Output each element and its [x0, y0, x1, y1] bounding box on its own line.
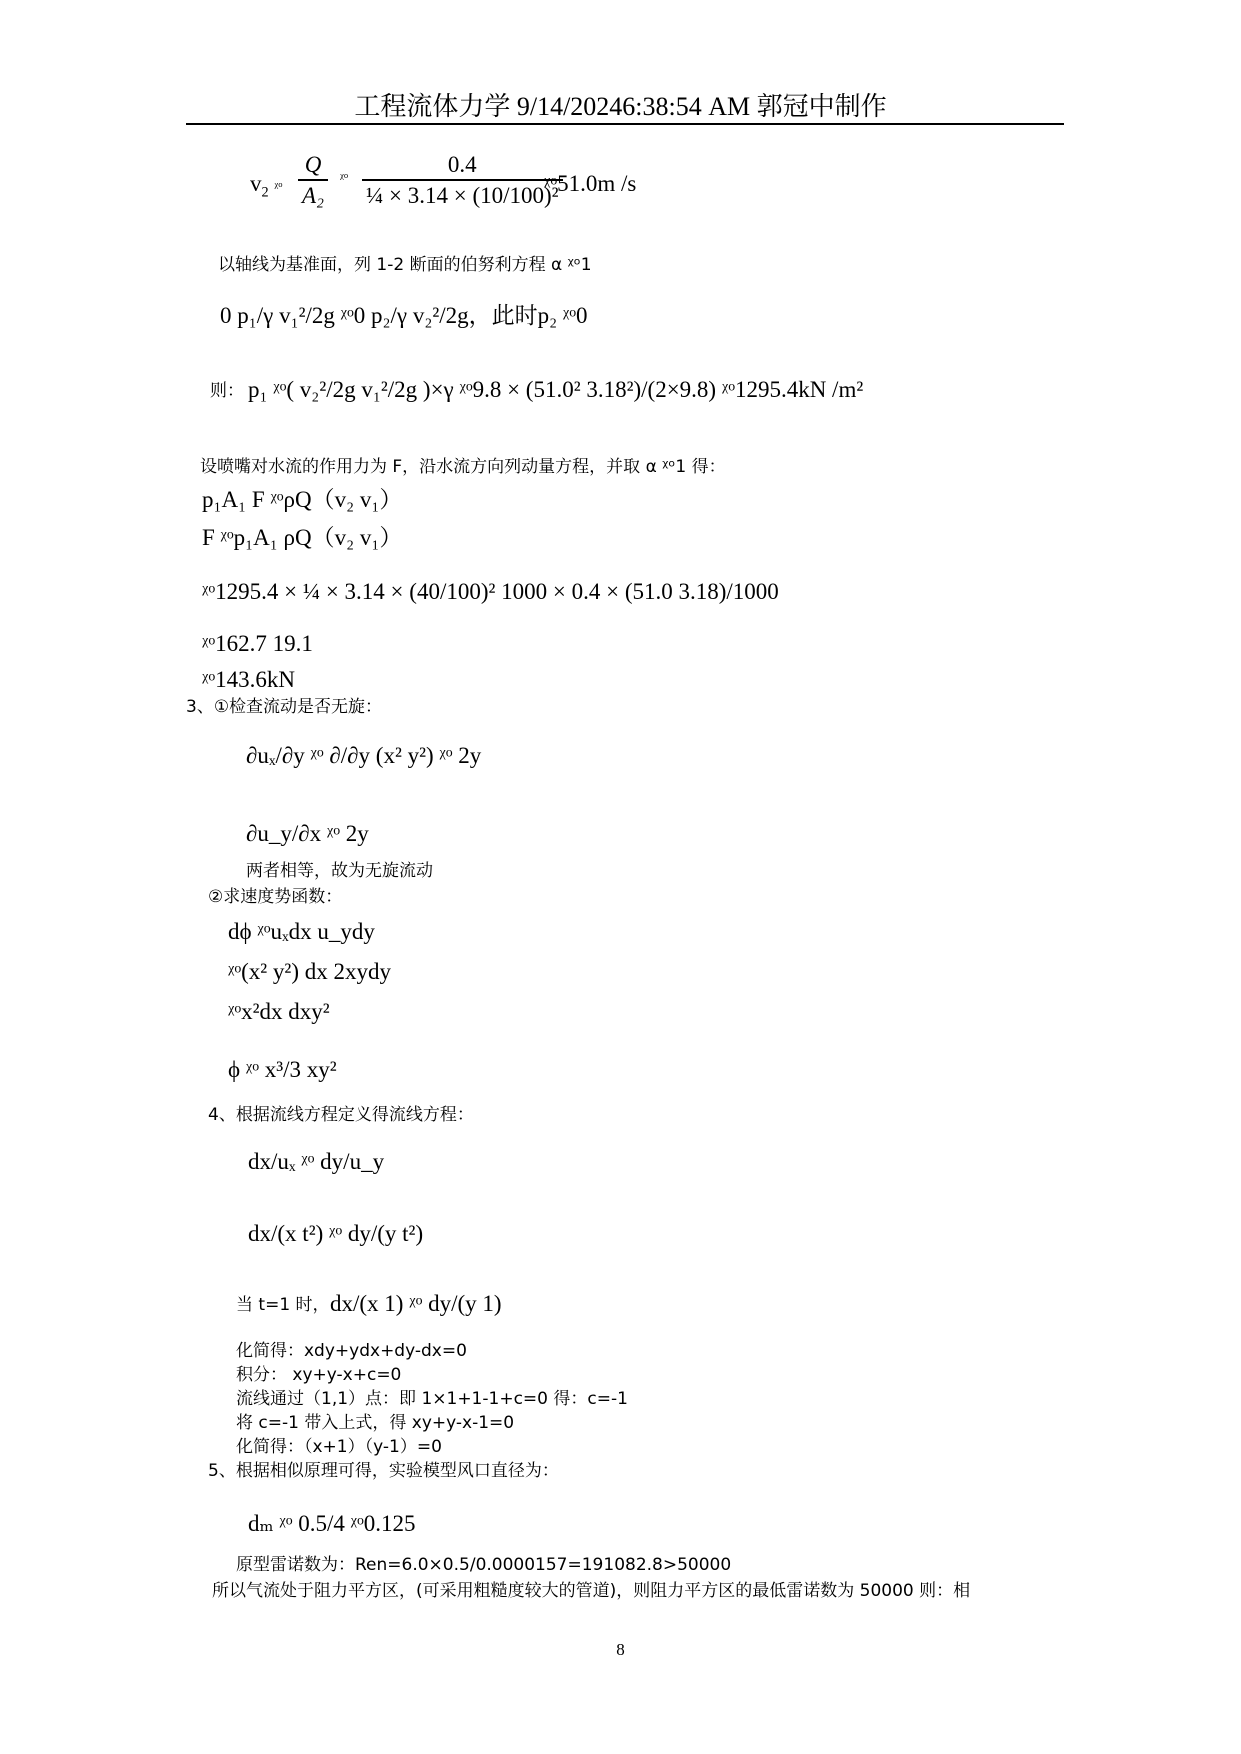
momentum-eq-1: p₁A₁ F ᵡᵒρQ（v₂ v₁） — [202, 487, 403, 512]
q4-line-5: 化简得：（x+1）（y-1）=0 — [236, 1437, 442, 1457]
momentum-eq-4: ᵡᵒ162.7 19.1 — [202, 631, 313, 656]
q4-eq-2: dx/(x t²) ᵡᵒ dy/(y t²) — [248, 1221, 424, 1246]
v2-rhs: ᵡᵒ51.0m /s — [544, 171, 637, 196]
p1-equation: p₁ ᵡᵒ( v₂²/2g v₁²/2g )×γ ᵡᵒ9.8 × (51.0² 3.18²)/(2×9.8) ᵡᵒ1295.4kN /m² — [248, 377, 864, 402]
q5-eq: dₘ ᵡᵒ 0.5/4 ᵡᵒ0.125 — [248, 1511, 416, 1536]
bernoulli-equation: 0 p₁/γ v₁²/2g ᵡᵒ0 p₂/γ v₂²/2g，此时p₂ ᵡᵒ0 — [220, 303, 588, 328]
momentum-intro: 设喷嘴对水流的作用力为 F，沿水流方向列动量方程，并取 α ᵡᵒ1 得： — [200, 457, 726, 477]
momentum-eq-5: ᵡᵒ143.6kN — [202, 667, 295, 692]
momentum-eq-2: F ᵡᵒp₁A₁ ρQ（v₂ v₁） — [202, 525, 403, 550]
then-label: 则： — [210, 381, 244, 401]
momentum-eq-3: ᵡᵒ1295.4 × ¼ × 3.14 × (40/100)² 1000 × 0.4 × (51.0 3.18)/1000 — [202, 579, 779, 604]
q3-eq-5: ᵡᵒx²dx dxy² — [228, 999, 330, 1024]
q3-eq-3: dϕ ᵡᵒuₓdx u_ydy — [228, 919, 375, 944]
q3-text-2: ②求速度势函数： — [208, 887, 343, 907]
v2-frac1: Q A₂ — [298, 152, 328, 208]
q4-line-1: 化简得：xdy+ydx+dy-dx=0 — [236, 1341, 467, 1361]
header-rule — [186, 123, 1064, 125]
q3-eq-2: ∂u_y/∂x ᵡᵒ 2y — [246, 821, 369, 846]
q4-line-3: 流线通过（1,1）点：即 1×1+1-1+c=0 得：c=-1 — [236, 1389, 628, 1409]
q3-eq-4: ᵡᵒ(x² y²) dx 2xydy — [228, 959, 391, 984]
q4-line-2: 积分： xy+y-x+c=0 — [236, 1365, 402, 1385]
page-number: 8 — [616, 1640, 625, 1659]
q5-title: 5、根据相似原理可得，实验模型风口直径为： — [208, 1461, 559, 1481]
bernoulli-intro: 以轴线为基准面，列 1-2 断面的伯努利方程 α ᵡᵒ1 — [218, 255, 592, 275]
q3-eq-6: ϕ ᵡᵒ x³/3 xy² — [228, 1057, 337, 1082]
q4-title: 4、根据流线方程定义得流线方程： — [208, 1105, 474, 1125]
q4-eq-3-label: 当 t=1 时， — [236, 1295, 330, 1315]
q3-title: 3、①检查流动是否无旋： — [186, 697, 383, 717]
v2-lhs: $v_2$ ᵡᵒ — [250, 171, 283, 201]
q5-line-1: 原型雷诺数为：Ren=6.0×0.5/0.0000157=191082.8>50000 — [236, 1555, 732, 1575]
q3-text-1: 两者相等，故为无旋流动 — [246, 861, 433, 881]
q5-line-2: 所以气流处于阻力平方区，(可采用粗糙度较大的管道)，则阻力平方区的最低雷诺数为 50000 则：相 — [212, 1581, 971, 1601]
q3-eq-1: ∂uₓ/∂y ᵡᵒ ∂/∂y (x² y²) ᵡᵒ 2y — [246, 743, 482, 768]
v2-eq2: ᵡᵒ — [340, 171, 348, 186]
q4-line-4: 将 c=-1 带入上式，得 xy+y-x-1=0 — [236, 1413, 515, 1433]
q4-eq-1: dx/uₓ ᵡᵒ dy/u_y — [248, 1149, 385, 1174]
v2-frac2: 0.4 ¼ × 3.14 × (10/100)² — [362, 152, 563, 208]
page-header-title: 工程流体力学 9/14/20246:38:54 AM 郭冠中制作 — [354, 92, 887, 121]
q4-eq-3: dx/(x 1) ᵡᵒ dy/(y 1) — [330, 1291, 502, 1316]
